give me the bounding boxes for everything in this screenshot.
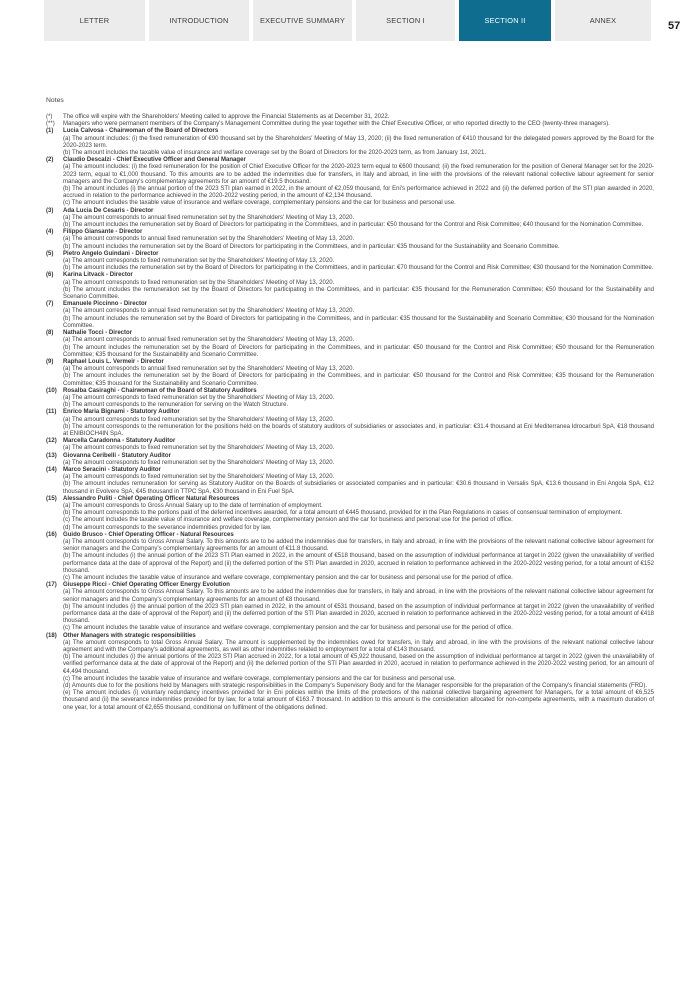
- note-indent: [46, 215, 63, 222]
- note-title-row: [46, 582, 654, 589]
- note-line: [46, 553, 654, 575]
- note-line-text: (b) The amount includes the remuneration set by Board of Directors for participating in the Committees, and in particular: €50 thousand for the Control and Risk Committee; €40 thousand for the Nomination Committee.: [63, 222, 644, 229]
- note-title: Emanuele Piccinno - Director: [63, 301, 148, 308]
- note-title-row: [46, 301, 654, 308]
- note-indent: [46, 575, 63, 582]
- note-line-text: (a) The amount corresponds to fixed remuneration set by the Shareholders' Meeting of May 13, 2020.: [63, 279, 335, 286]
- note-line-text: (b) The amount includes (i) the annual portion of the 2023 STI Plan earned in 2022, in the amount of €518 thousand, based on the assumption of individual performance at target in 2022 (given the unavailability of verified performance data at the date of approval of the Report) and (ii) the deferred portion of the STI Plan awarded in 2020, accrued in relation to performance achieved in the 2020-2022 vesting period, for a total amount of €152 thousand.: [63, 553, 654, 574]
- tab-annex[interactable]: ANNEX: [555, 0, 651, 41]
- notes-heading: Notes: [46, 97, 64, 104]
- note-line: [46, 395, 654, 402]
- note-line: [46, 481, 654, 495]
- note-indent: [46, 474, 63, 481]
- note-line-text: (a) The amount includes: (i) the fixed remuneration for the position of Chief Executive Officer for the 2020-2023 term equal to €600 thousand; (ii) the fixed remuneration for the position of General Manager set for the 2020-2023 term, equal to €1,000 thousand. To this amounts are to be added the indemnities due for transfers, in Italy and abroad, in line with the provisions of the relevant national collective labour agreement for senior managers and the Company's complementary agreements for an amount of €19.5 thousand.: [63, 164, 654, 185]
- note-indent: [46, 460, 63, 467]
- note-marker: (1): [46, 128, 54, 135]
- note-line: [46, 525, 654, 532]
- note-marker: (5): [46, 250, 54, 257]
- note-line: [46, 136, 654, 150]
- note-marker: (11): [46, 409, 57, 416]
- note-indent: [46, 503, 63, 510]
- note-marker: (12): [46, 438, 57, 445]
- note-indent: [46, 539, 63, 553]
- note-line-text: (a) The amount corresponds to fixed remuneration set by the Shareholders' Meeting of May 13, 2020.: [63, 258, 335, 265]
- note-title-row: [46, 453, 654, 460]
- note-line: [46, 589, 654, 603]
- note-title-row: [46, 467, 654, 474]
- note-line-text: (a) The amount corresponds to fixed remuneration set by the Shareholders' Meeting of May 13, 2020.: [63, 416, 335, 423]
- note-indent: [46, 280, 63, 287]
- note-line-text: (d) The amount corresponds to the severance indemnities provided for by law.: [63, 524, 272, 531]
- note-indent: [46, 287, 63, 301]
- note-line: [46, 345, 654, 359]
- note-title: Lucia Calvosa - Chairwoman of the Board of Directors: [63, 128, 219, 135]
- note-indent: [46, 136, 63, 150]
- tab-introduction[interactable]: INTRODUCTION: [149, 0, 249, 41]
- note-title: Karina Litvack - Director: [63, 272, 133, 279]
- note-indent: [46, 265, 63, 272]
- tab-executive-summary[interactable]: EXECUTIVE SUMMARY: [253, 0, 352, 41]
- note-title-row: [46, 208, 654, 215]
- note-indent: [46, 417, 63, 424]
- note-title-row: [46, 496, 654, 503]
- note-line: [46, 164, 654, 186]
- note-line: [46, 186, 654, 200]
- note-indent: [46, 316, 63, 330]
- top-navigation: [44, 0, 651, 41]
- note-title: Marco Seracini - Statutory Auditor: [63, 466, 161, 473]
- note-line: [46, 683, 654, 690]
- page-number: 57: [668, 20, 681, 32]
- tab-letter[interactable]: LETTER: [44, 0, 145, 41]
- note-marker: (2): [46, 157, 54, 164]
- note-marker: (**): [46, 121, 55, 128]
- note-line: [46, 503, 654, 510]
- note-indent: [46, 683, 63, 690]
- tab-section-ii[interactable]: SECTION II: [459, 0, 551, 41]
- note-marker: (14): [46, 466, 57, 473]
- note-marker: (7): [46, 301, 54, 308]
- note-line: [46, 265, 654, 272]
- note-title: Rosalba Casiraghi - Chairwoman of the Board of Statutory Auditors: [63, 387, 257, 394]
- note-line-text: (b) The amount includes the remuneration set by the Board of Directors for participating in the Committees, and in particular: €70 thousand for the Control and Risk Committee; €30 thousand for the Nomination Committee.: [63, 265, 654, 272]
- note-line-text: (a) The amount corresponds to annual fixed remuneration set by the Shareholders' Meeting of May 13, 2020.: [63, 236, 355, 243]
- note-line: [46, 200, 654, 207]
- note-indent: [46, 258, 63, 265]
- note-line-text: (b) The amount includes the remuneration set by the Board of Directors for participating in the Committees, and in particular: €35 thousand for the Remuneration Committee; €50 thousand for the Sustainability and Scenario Committee.: [63, 286, 654, 301]
- note-marker: (10): [46, 387, 57, 394]
- note-line-text: (b) The amount includes (i) the annual portion of the 2023 STI plan earned in 2022, in the amount of €531 thousand, based on the assumption of individual performance at target in 2022 (given the unavailability of verified performance data at the date of approval of the Report) and (ii) the deferred portion of the STI Plan awarded in 2020, accrued in relation to performance achieved in the 2020-2022 vesting period, for a total amount of €418 thousand.: [63, 603, 654, 625]
- note-indent: [46, 553, 63, 575]
- note-indent: [46, 510, 63, 517]
- note-indent: [46, 186, 63, 200]
- note-indent: [46, 395, 63, 402]
- note-title-row: [46, 409, 654, 416]
- note-title-row: [46, 229, 654, 236]
- note-line: [46, 424, 654, 438]
- note-indent: [46, 517, 63, 524]
- note-line: [46, 460, 654, 467]
- note-line-text: (a) The amount corresponds to annual fixed remuneration set by the Shareholders' Meeting of May 13, 2020.: [63, 366, 355, 373]
- note-indent: [46, 366, 63, 373]
- note-line-text: (a) The amount includes: (i) the fixed remuneration of €90 thousand set by the Shareholders' Meeting of May 13, 2020; (ii) the fixed remuneration of €410 thousand for the delegated powers approved by the Board for the 2020-2023 term.: [63, 135, 654, 149]
- note-line-text: (a) The amount corresponds to fixed remuneration set by the Shareholders' Meeting of May 13, 2020.: [63, 459, 335, 466]
- note-indent: [46, 424, 63, 438]
- note-title-row: [46, 633, 654, 640]
- note-line-text: (c) The amount includes the taxable value of insurance and welfare coverage, complementary pension and the car for business and personal use for the period of office.: [63, 625, 513, 632]
- note-marker: (9): [46, 358, 54, 365]
- note-title: Raphael Louis L. Vermeir - Director: [63, 358, 164, 365]
- note-text: Managers who were permanent members of the Company's Management Committee during the year together with the Chief Executive Officer, or who reported directly to the CEO (twenty-three managers).: [63, 121, 610, 128]
- note-line-text: (b) The amount includes remuneration for serving as Statutory Auditor on the Boards of subsidiaries or associated companies and in particular: €30.6 thousand in Versalis SpA, €13.6 thousand in Eni Angola SpA, €12 thousand in Evolvere SpA, €45 thousand in TTPC SpA, €30 thousand in Eni Fuel SpA.: [63, 481, 654, 495]
- note-title-row: [46, 272, 654, 279]
- note-indent: [46, 222, 63, 229]
- note-marker: (18): [46, 632, 57, 639]
- note-line-text: (c) The amount includes the taxable value of insurance and welfare coverage, complementary pensions and the car for business and personal use.: [63, 675, 456, 682]
- note-line: [46, 690, 654, 712]
- note-line-text: (a) The amount corresponds to Gross Annual Salary up to the date of termination of employment.: [63, 502, 323, 509]
- note-title: Claudio Descalzi - Chief Executive Officer and General Manager: [63, 157, 246, 164]
- note-title: Giuseppe Ricci - Chief Operating Officer Energy Evolution: [63, 582, 230, 589]
- note-marker: (8): [46, 330, 54, 337]
- note-indent: [46, 236, 63, 243]
- note-title-row: [46, 359, 654, 366]
- note-line-text: (b) The amount corresponds to the portions paid of the deferred incentives awarded, for a total amount of €445 thousand, provided for in the Plan Regulations in cases of consensual termination of employment.: [63, 510, 623, 517]
- note-line: [46, 539, 654, 553]
- note-indent: [46, 200, 63, 207]
- note-title: Filippo Giansante - Director: [63, 229, 143, 236]
- note-title-row: [46, 330, 654, 337]
- note-line: [46, 625, 654, 632]
- note-indent: [46, 445, 63, 452]
- note-line: [46, 417, 654, 424]
- note-text: The office will expire with the Shareholders' Meeting called to approve the Financial Statements as at December 31, 2022.: [63, 114, 390, 120]
- note-line-text: (b) The amount includes the remuneration set by the Board of Directors for participating in the Committees, and in particular: €35 thousand for the Sustainability and Scenario Committee; €30 thousand for the Nomination Committee.: [63, 315, 654, 329]
- note-indent: [46, 654, 63, 676]
- note-line-text: (a) The amount corresponds to fixed remuneration set by the Shareholders' Meeting of May 13, 2020.: [63, 394, 335, 401]
- note-title: Alessandro Puliti - Chief Operating Officer Natural Resources: [63, 495, 240, 502]
- note-indent: [46, 625, 63, 632]
- note-line: [46, 575, 654, 582]
- note-line: [46, 308, 654, 315]
- note-marker: (6): [46, 272, 54, 279]
- note-line-text: (c) The amount includes the taxable value of insurance and welfare coverage, complementary pension and the car for business and personal use for the period of office.: [63, 517, 513, 524]
- note-line-text: (a) The amount corresponds to total Gross Annual Salary. The amount is supplemented by the indemnities owed for transfers, in Italy and abroad, in line with the provisions of the relevant national collective labour agreement and with the Company's additional agreements, as well as other indemnities related to employment for a total of €143 thousand.: [63, 639, 654, 654]
- note-title: Giovanna Ceribelli - Statutory Auditor: [63, 452, 171, 459]
- note-line: [46, 280, 654, 287]
- note-indent: [46, 640, 63, 654]
- note-title: Ada Lucia De Cesaris - Director: [63, 207, 154, 214]
- note-title: Pietro Angelo Guindani - Director: [63, 250, 159, 257]
- note-indent: [46, 150, 63, 157]
- note-line: [46, 222, 654, 229]
- note-line: [46, 316, 654, 330]
- note-line-text: (a) The amount corresponds to Gross Annual Salary. To this amounts are to be added the indemnities due for transfers, in Italy and abroad, in line with the provisions of the relevant national collective labour agreement for senior managers and the Company's complementary agreements for an amount of €8 thousand.: [63, 589, 654, 603]
- note-line: [46, 373, 654, 387]
- note-line: [46, 337, 654, 344]
- notes-list: [46, 114, 654, 712]
- note-line: [46, 215, 654, 222]
- note-line-text: (b) The amount includes the remuneration set by the Board of Directors for participating in the Committees, and in particular: €35 thousand for the Sustainability and Scenario Committee.: [63, 243, 560, 250]
- note-line-text: (e) The amount includes (i) voluntary redundancy incentives provided for in Eni policies within the limits of the protections of the national collective bargaining agreement for Managers, for a total amount of €6,525 thousand and (ii) the severance indemnities provided for by law, for a total amount of €163.7 thousand. In addition to this amount is the consideration allocated for non-compete agreements, with a maximum duration of one year, for a total amount of €2,655 thousand, conditional on fulfilment of the obligations defined.: [63, 690, 654, 711]
- note-line: [46, 402, 654, 409]
- note-line: [46, 366, 654, 373]
- note-title-row: [46, 438, 654, 445]
- note-line: [46, 517, 654, 524]
- note-title-row: [46, 157, 654, 164]
- note-line-text: (c) The amount includes the taxable value of insurance and welfare coverage, complementary pensions and the car for business and personal use.: [63, 200, 456, 207]
- note-line: [46, 604, 654, 626]
- note-line: [46, 244, 654, 251]
- note-title-row: [46, 251, 654, 258]
- note-line: [46, 510, 654, 517]
- note-line-text: (b) The amount includes the remuneration set by the Board of Directors for participating in the Committees, and in particular: €50 thousand for the Control and Risk Committee; €35 thousand for the Remuneration Committee; €35 thousand for the Sustainability and Scenario Committee.: [63, 373, 654, 387]
- note-marker: (13): [46, 452, 57, 459]
- note-title-row: [46, 388, 654, 395]
- note-line-text: (a) The amount corresponds to annual fixed remuneration set by the Shareholders' Meeting of May 13, 2020.: [63, 214, 355, 221]
- note-line-text: (a) The amount corresponds to fixed remuneration set by the Shareholders' Meeting of May 13, 2020.: [63, 474, 335, 481]
- note-indent: [46, 525, 63, 532]
- note-line: [46, 676, 654, 683]
- note-title: Enrico Maria Bignami - Statutory Auditor: [63, 409, 180, 416]
- note-line: [46, 287, 654, 301]
- star-note: [46, 121, 654, 128]
- note-indent: [46, 676, 63, 683]
- tab-section-i[interactable]: SECTION I: [356, 0, 455, 41]
- note-title: Guido Brusco - Chief Operating Officer - Natural Resources: [63, 531, 234, 538]
- note-line-text: (b) The amount includes the taxable value of insurance and welfare coverage set by the Board of Directors for the 2020-2023 term, as from January 1st, 2021.: [63, 150, 487, 157]
- note-indent: [46, 308, 63, 315]
- note-line: [46, 654, 654, 676]
- note-line-text: (c) The amount includes the taxable value of insurance and welfare coverage, complementary pension and the car for business and personal use for the period of office.: [63, 575, 513, 581]
- note-indent: [46, 589, 63, 603]
- note-title-row: [46, 532, 654, 539]
- note-line-text: (a) The amount corresponds to annual fixed remuneration set by the Shareholders' Meeting of May 13, 2020.: [63, 337, 355, 344]
- note-line: [46, 258, 654, 265]
- note-marker: (16): [46, 531, 57, 538]
- note-marker: (*): [46, 114, 53, 120]
- note-indent: [46, 337, 63, 344]
- note-marker: (4): [46, 229, 54, 236]
- note-line-text: (b) The amount corresponds to the remuneration for the positions held on the boards of statutory auditors of subsidiaries or associates and, in particular: €31.4 thousand at Eni Mediterranea Idrocarburi SpA, €18 thousand at ENIBIOCH4IN SpA.: [63, 423, 654, 437]
- note-line-text: (a) The amount corresponds to fixed remuneration set by the Shareholders' Meeting of May 13, 2020.: [63, 445, 335, 452]
- note-title-row: [46, 128, 654, 135]
- star-note: [46, 114, 654, 121]
- note-title: Marcella Caradonna - Statutory Auditor: [63, 438, 176, 445]
- note-indent: [46, 402, 63, 409]
- note-line: [46, 640, 654, 654]
- note-line: [46, 474, 654, 481]
- note-indent: [46, 244, 63, 251]
- note-line-text: (a) The amount corresponds to Gross Annual Salary. To this amounts are to be added the indemnities due for transfers, in Italy and abroad, in line with the provisions of the relevant national collective labour agreement for senior managers and the Company's complementary agreements for an amount of €11.8 thousand.: [63, 538, 654, 553]
- note-marker: (3): [46, 207, 54, 214]
- note-line-text: (b) The amount corresponds to the remuneration for serving on the Watch Structure.: [63, 402, 289, 409]
- note-line: [46, 150, 654, 157]
- note-line: [46, 445, 654, 452]
- note-title: Other Managers with strategic responsibilities: [63, 632, 196, 639]
- note-title: Nathalie Tocci - Director: [63, 330, 133, 337]
- note-indent: [46, 690, 63, 712]
- note-marker: (15): [46, 495, 57, 502]
- note-indent: [46, 373, 63, 387]
- note-line-text: (b) The amount includes (i) the annual portions of the 2023 STI Plan accrued in 2022, for a total amount of €5,922 thousand, based on the assumption of individual performance at target in 2022 (given the unavailability of verified performance data at the date of approval of the Report) and (ii) the deferred portion of the STI Plan awarded in 2020, accrued in relation to performance achieved in the 2020-2022 vesting period, for an amount of €4,494 thousand.: [63, 654, 654, 675]
- note-line-text: (b) The amount includes the remuneration set by the Board of Directors for participating in the Committees, and in particular: €50 thousand for the Control and Risk Committee; €50 thousand for the Remuneration Committee; €35 thousand for the Sustainability and Scenario Committee.: [63, 344, 654, 358]
- note-indent: [46, 164, 63, 186]
- note-line: [46, 236, 654, 243]
- note-line-text: (b) The amount includes (i) the annual portion of the 2023 STI plan earned in 2022, in the amount of €2,059 thousand, for Eni's performance achieved in 2022 and (ii) the deferred portion of the STI plan awarded in 2020, accrued in relation to the performance achieved in the 2020-2022 vesting period, in the amount of €2,134 thousand.: [63, 186, 654, 200]
- note-marker: (17): [46, 582, 57, 589]
- note-indent: [46, 604, 63, 626]
- note-indent: [46, 481, 63, 495]
- note-line-text: (a) The amount corresponds to annual fixed remuneration set by the Shareholders' Meeting of May 13, 2020.: [63, 308, 355, 315]
- note-line-text: (d) Amounts due to for the positions held by Managers with strategic responsibilities in the Company's Supervisory Body and for the Manager responsible for the preparation of the Company's financial statements (FRD).: [63, 683, 648, 690]
- note-indent: [46, 345, 63, 359]
